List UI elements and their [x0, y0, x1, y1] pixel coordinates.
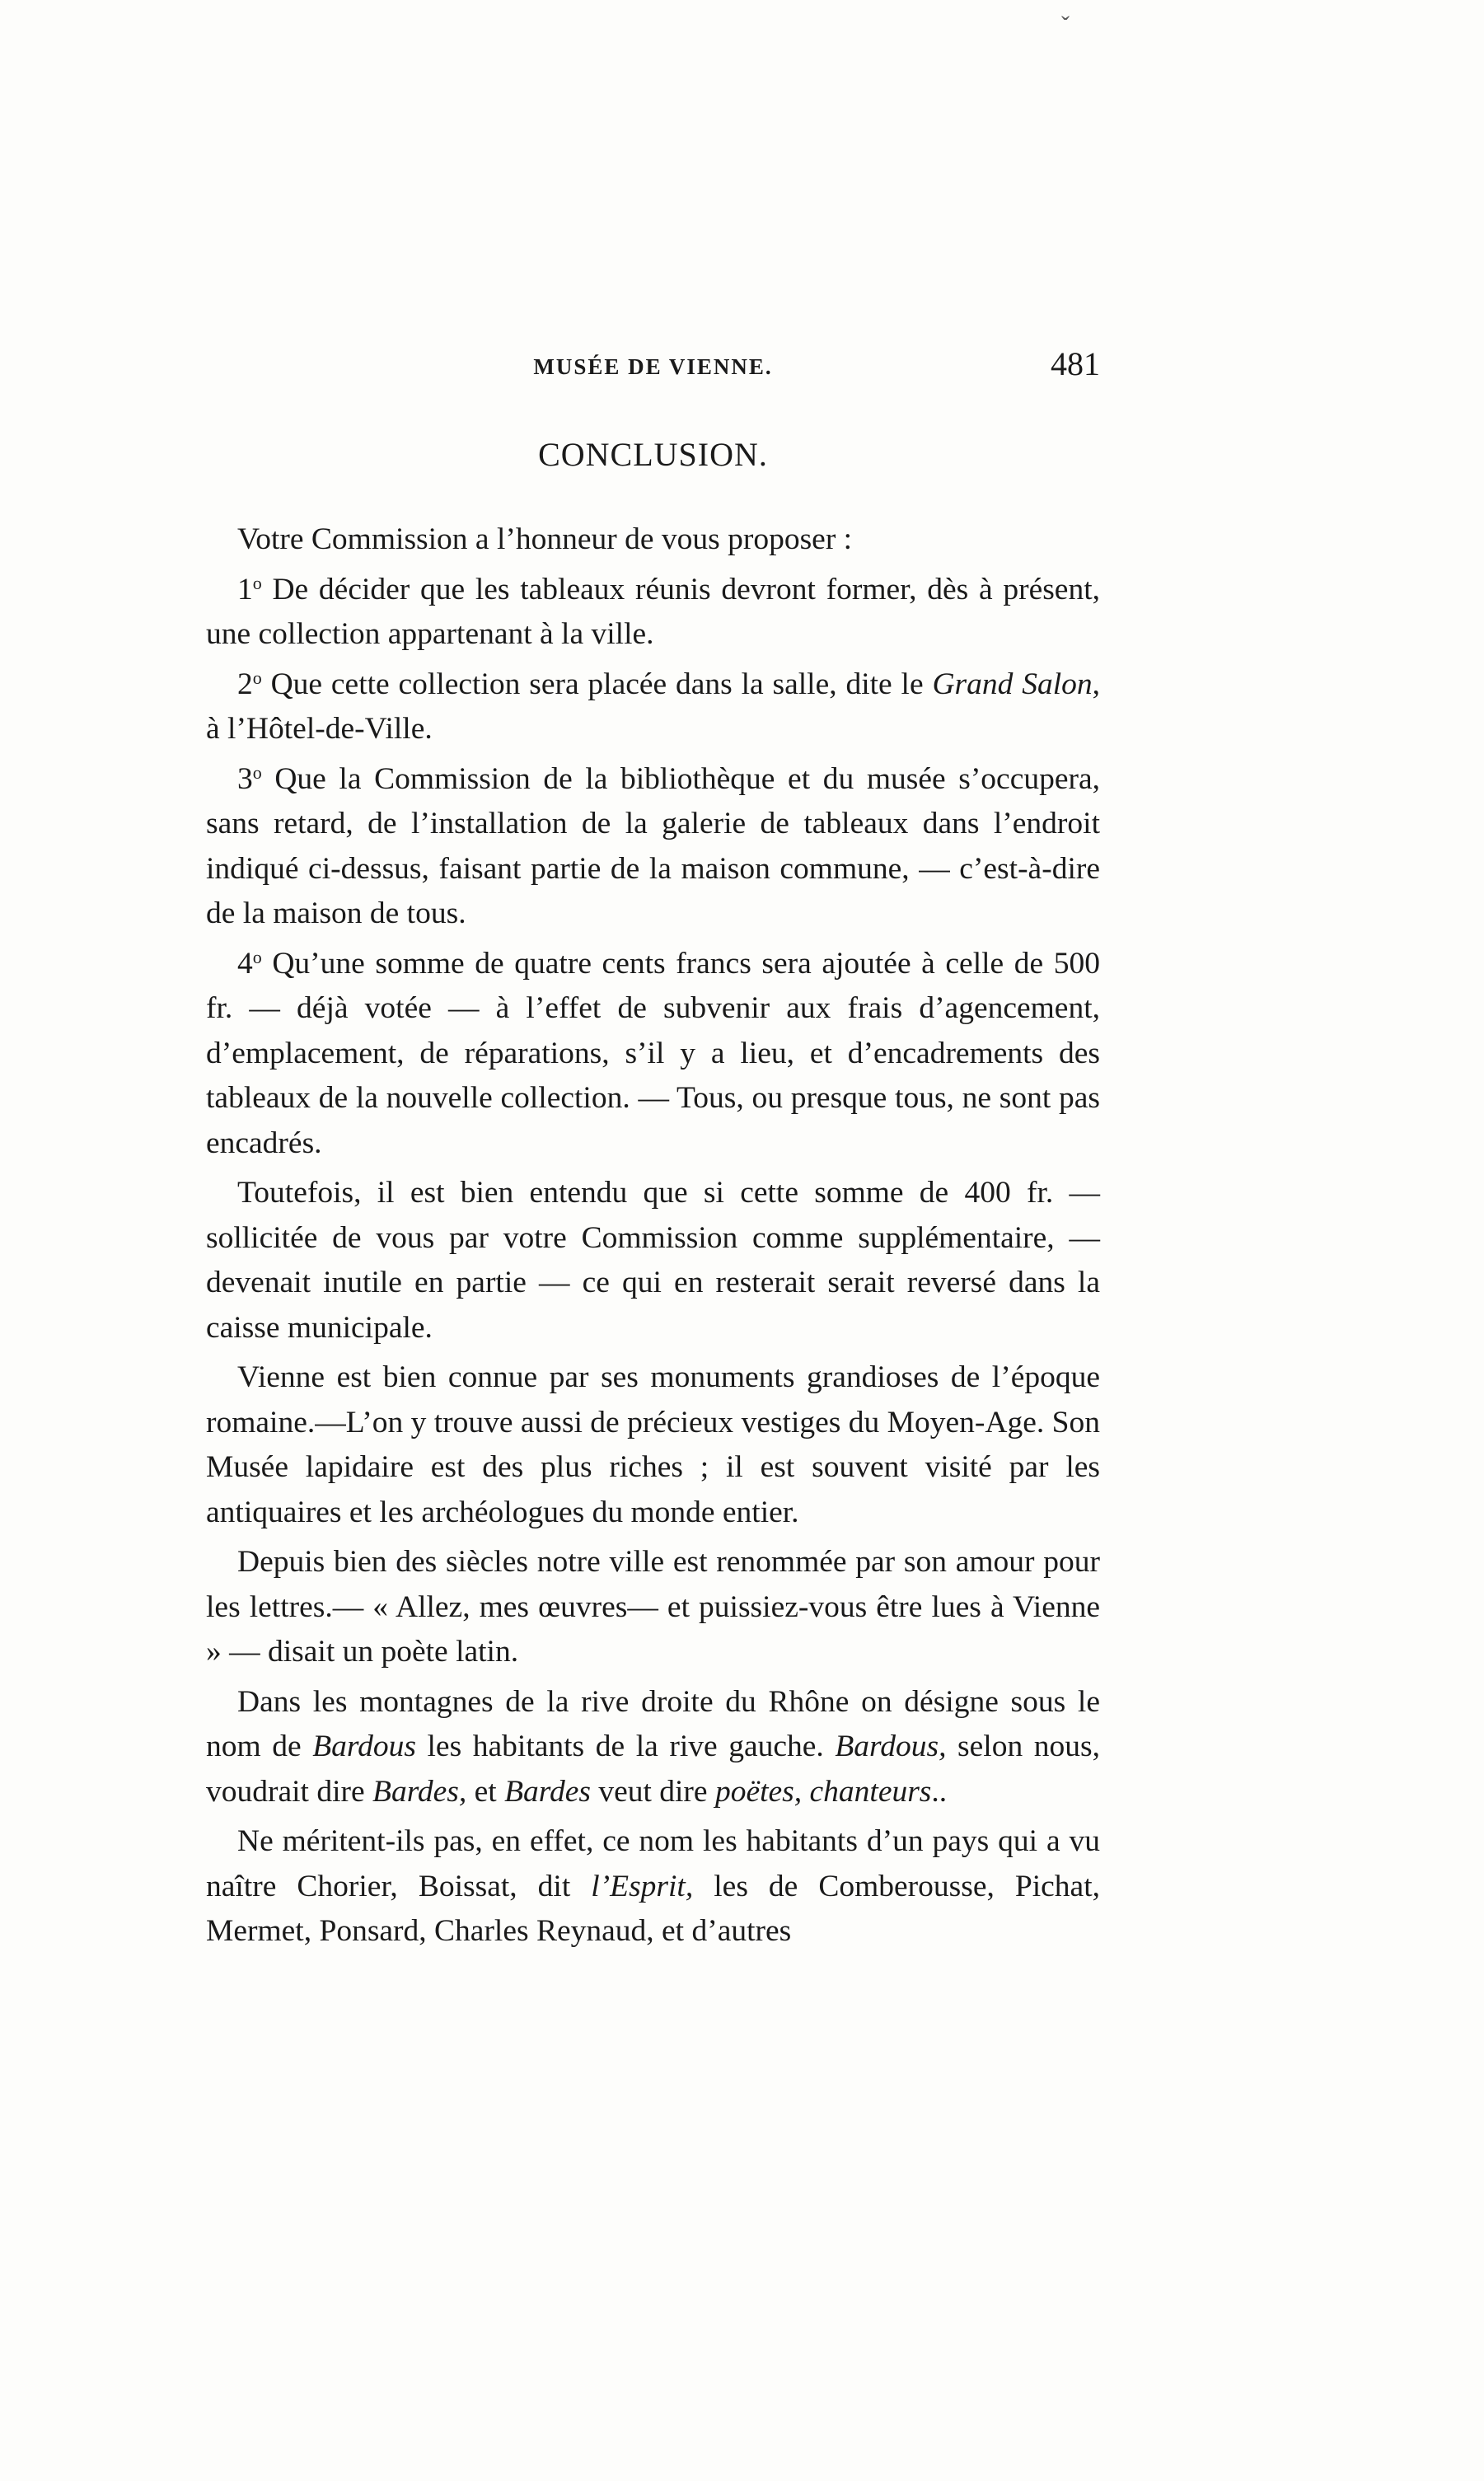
- vienne-paragraph: Vienne est bien connue par ses monuments grandioses de l’époque romaine.—L’on y trouve aussi de précieux vestiges du Moyen-Age. Son Musée lapidaire est des plus riches ; il est souvent visité par les antiquaires et les archéologues du monde entier.: [206, 1360, 1100, 1529]
- item-3-text: Que la Commission de la bibliothèque et du musée s’occupera, sans retard, de l’installation de la galerie de tableaux dans l’endroit indiqué ci-dessus, faisant partie de la maison commune, — c’est-à-dire de la maison de tous.: [206, 761, 1100, 930]
- montagnes-italic-bardous: Bardous: [312, 1730, 416, 1763]
- meritent-text-1: Ne méritent-ils pas, en effet, ce nom les habitants d’un pays qui a vu naître Chorier, Boissat, dit: [206, 1824, 1100, 1903]
- item-4-paragraph: [206, 942, 1100, 1167]
- item-1-text: De décider que les tableaux réunis devront former, dès à présent, une collection appartenant à la ville.: [206, 572, 1100, 651]
- item-2-italic-grand-salon: Grand Salon: [932, 667, 1093, 701]
- montagnes-paragraph: [206, 1680, 1100, 1815]
- montagnes-italic-bardes-2: Bardes: [504, 1774, 591, 1809]
- item-2-text-after: , à l’Hôtel-de-Ville.: [206, 667, 1100, 746]
- depuis-paragraph: Depuis bien des siècles notre ville est renommée par son amour pour les lettres.— « Allez, mes œuvres— et puissiez-vous être lues à Vienne » — disait un poète latin.: [206, 1545, 1100, 1669]
- item-1-ordinal: o: [252, 572, 262, 593]
- item-1-number: 1: [237, 572, 253, 606]
- item-2-text-before: Que cette collection sera placée dans la salle, dite le: [261, 667, 933, 701]
- running-head: [206, 344, 1100, 394]
- montagnes-text-3: selon nous, voudrait dire: [206, 1730, 1100, 1809]
- item-3-paragraph: [206, 757, 1100, 937]
- montagnes-italic-bardes: Bardes,: [372, 1774, 467, 1809]
- toutefois-paragraph: Toutefois, il est bien entendu que si cette somme de 400 fr. — sollicitée de vous par votre Commission comme supplémentaire, — devenait inutile en partie — ce qui en resterait serait reversé dans la caisse municipale.: [206, 1176, 1100, 1345]
- running-title: MUSÉE DE VIENNE.: [533, 354, 773, 379]
- page-number: 481: [1051, 345, 1100, 382]
- meritent-italic-esprit: l’Esprit,: [591, 1869, 694, 1903]
- montagnes-text-4: et: [466, 1774, 505, 1809]
- montagnes-text-6: ..: [931, 1774, 948, 1809]
- item-4-text: Qu’une somme de quatre cents francs sera ajoutée à celle de 500 fr. — déjà votée — à l’effet de subvenir aux frais d’agencement, d’emplacement, de réparations, s’il y a lieu, et d’encadrements des tableaux de la nouvelle collection. — Tous, ou presque tous, ne sont pas encadrés.: [206, 946, 1100, 1160]
- item-2-ordinal: o: [252, 667, 262, 688]
- montagnes-text-2: les habitants de la rive gauche.: [415, 1730, 836, 1763]
- item-2-paragraph: [206, 662, 1100, 752]
- item-1-paragraph: [206, 568, 1100, 658]
- body-text: [206, 517, 1100, 1954]
- item-4-number: 4: [237, 946, 253, 981]
- item-3-ordinal: o: [252, 761, 262, 783]
- section-heading: CONCLUSION.: [538, 436, 768, 473]
- page-speck: ˇ: [1061, 12, 1070, 39]
- item-3-number: 3: [237, 761, 253, 796]
- meritent-paragraph: [206, 1819, 1100, 1954]
- montagnes-italic-bardous-2: Bardous,: [835, 1730, 947, 1763]
- item-4-ordinal: o: [252, 946, 262, 967]
- montagnes-text-5: veut dire: [590, 1774, 715, 1809]
- meritent-text-2: les de Comberousse, Pichat, Mermet, Ponsard, Charles Reynaud, et d’autres: [206, 1869, 1100, 1948]
- item-2-number: 2: [237, 667, 253, 701]
- montagnes-text-1: Dans les montagnes de la rive droite du Rhône on désigne sous le nom de: [206, 1684, 1100, 1763]
- montagnes-italic-poetes: poëtes, chanteurs: [714, 1774, 932, 1809]
- intro-paragraph: Votre Commission a l’honneur de vous proposer :: [237, 522, 853, 556]
